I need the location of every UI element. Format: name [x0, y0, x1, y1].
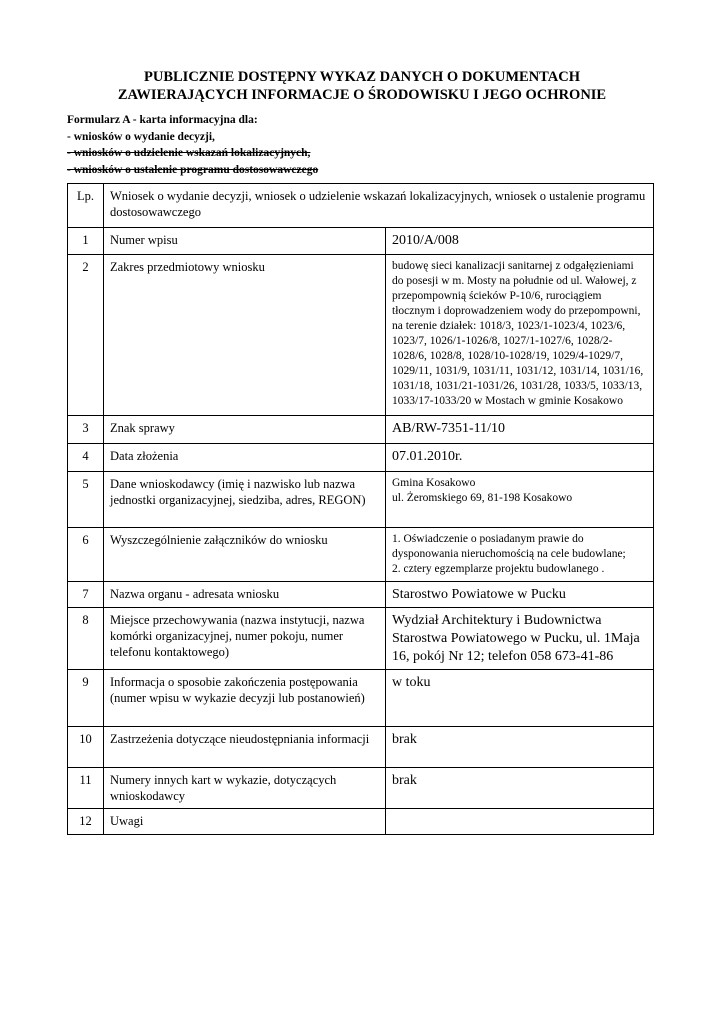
table-row [68, 809, 654, 835]
document-title [60, 68, 664, 104]
row-label: Zakres przedmiotowy wniosku [104, 255, 386, 416]
row-value: 07.01.2010r. [386, 444, 654, 472]
row-value [386, 809, 654, 835]
row-value: 2010/A/008 [386, 228, 654, 255]
row-number: 3 [68, 416, 104, 444]
row-value [386, 472, 654, 528]
row-number: 12 [68, 809, 104, 835]
attachment-2: 2. cztery egzemplarze projektu budowlanego . [392, 563, 605, 575]
row-value: Starostwo Powiatowe w Pucku [386, 582, 654, 608]
info-card-table [67, 183, 654, 835]
table-row [68, 608, 654, 670]
table-row [68, 416, 654, 444]
table-row [68, 768, 654, 809]
row-label: Numery innych kart w wykazie, dotyczących wnioskodawcy [104, 768, 386, 809]
table-row [68, 727, 654, 768]
row-value: Wydział Architektury i Budownictwa Starostwa Powiatowego w Pucku, ul. 1Maja 16, pokój Nr 12; telefon 058 673-41-86 [386, 608, 654, 670]
table-row [68, 255, 654, 416]
form-item-decision: - wniosków o wydanie decyzji, [67, 130, 215, 143]
row-label: Nazwa organu - adresata wniosku [104, 582, 386, 608]
row-label: Data złożenia [104, 444, 386, 472]
applicant-address: ul. Żeromskiego 69, 81-198 Kosakowo [392, 492, 573, 504]
title-line-2: ZAWIERAJĄCYCH INFORMACJE O ŚRODOWISKU I JEGO OCHRONIE [117, 87, 607, 103]
row-number: 10 [68, 727, 104, 768]
row-label: Znak sprawy [104, 416, 386, 444]
row-label: Numer wpisu [104, 228, 386, 255]
row-number: 7 [68, 582, 104, 608]
title-line-1: PUBLICZNIE DOSTĘPNY WYKAZ DANYCH O DOKUMENTACH [144, 69, 580, 85]
row-number: 6 [68, 528, 104, 582]
form-item-program: - wniosków o ustalenie programu dostosowawczego [67, 163, 319, 176]
table-row [68, 582, 654, 608]
form-item-location: - wniosków o udzielenie wskazań lokalizacyjnych, [67, 147, 311, 159]
row-number: 2 [68, 255, 104, 416]
table-row [68, 670, 654, 727]
row-label: Wyszczególnienie załączników do wniosku [104, 528, 386, 582]
applicant-name: Gmina Kosakowo [392, 477, 476, 489]
row-number: 11 [68, 768, 104, 809]
table-row [68, 528, 654, 582]
row-value [386, 528, 654, 582]
form-meta [67, 112, 318, 178]
header-description: Wniosek o wydanie decyzji, wniosek o udzielenie wskazań lokalizacyjnych, wniosek o ustalenie programu dostosowawczego [104, 184, 654, 228]
row-number: 1 [68, 228, 104, 255]
table-row [68, 444, 654, 472]
row-label: Miejsce przechowywania (nazwa instytucji, nazwa komórki organizacyjnej, numer pokoju, numer telefonu kontaktowego) [104, 608, 386, 670]
row-number: 5 [68, 472, 104, 528]
table-row [68, 472, 654, 528]
row-value: brak [386, 768, 654, 809]
row-value: budowę sieci kanalizacji sanitarnej z odgałęzieniami do posesji w m. Mosty na południe od ul. Wałowej, z przepompownią ścieków P-10/6, rurociągiem tłocznym i doprowadzeniem wody do przepompowni, na terenie działek: 1018/3, 1023/1-1023/4, 1023/6, 1023/7, 1026/1-1026/8, 1027/1-1027/6, 1028/2-1028/6, 1028/8, 1028/10-1028/19, 1029/4-1029/7, 1029/11, 1031/9, 1031/11, 1031/12, 1031/14, 1031/16, 1031/18, 1031/21-1031/26, 1031/28, 1033/5, 1033/13, 1033/17-1033/20 w Mostach w gminie Kosakowo [386, 255, 654, 416]
attachment-1: 1. Oświadczenie o posiadanym prawie do dysponowania nieruchomością na cele budowlane; [392, 533, 626, 560]
row-label: Informacja o sposobie zakończenia postępowania (numer wpisu w wykazie decyzji lub postanowień) [104, 670, 386, 727]
row-number: 4 [68, 444, 104, 472]
row-label: Uwagi [104, 809, 386, 835]
table-row [68, 228, 654, 255]
row-label: Dane wnioskodawcy (imię i nazwisko lub nazwa jednostki organizacyjnej, siedziba, adres, REGON) [104, 472, 386, 528]
header-lp: Lp. [68, 184, 104, 228]
row-value: AB/RW-7351-11/10 [386, 416, 654, 444]
table-header-row [68, 184, 654, 228]
row-label: Zastrzeżenia dotyczące nieudostępniania informacji [104, 727, 386, 768]
row-number: 9 [68, 670, 104, 727]
form-label: Formularz A - karta informacyjna dla: [67, 114, 258, 126]
row-value: brak [386, 727, 654, 768]
row-value: w toku [386, 670, 654, 727]
row-number: 8 [68, 608, 104, 670]
